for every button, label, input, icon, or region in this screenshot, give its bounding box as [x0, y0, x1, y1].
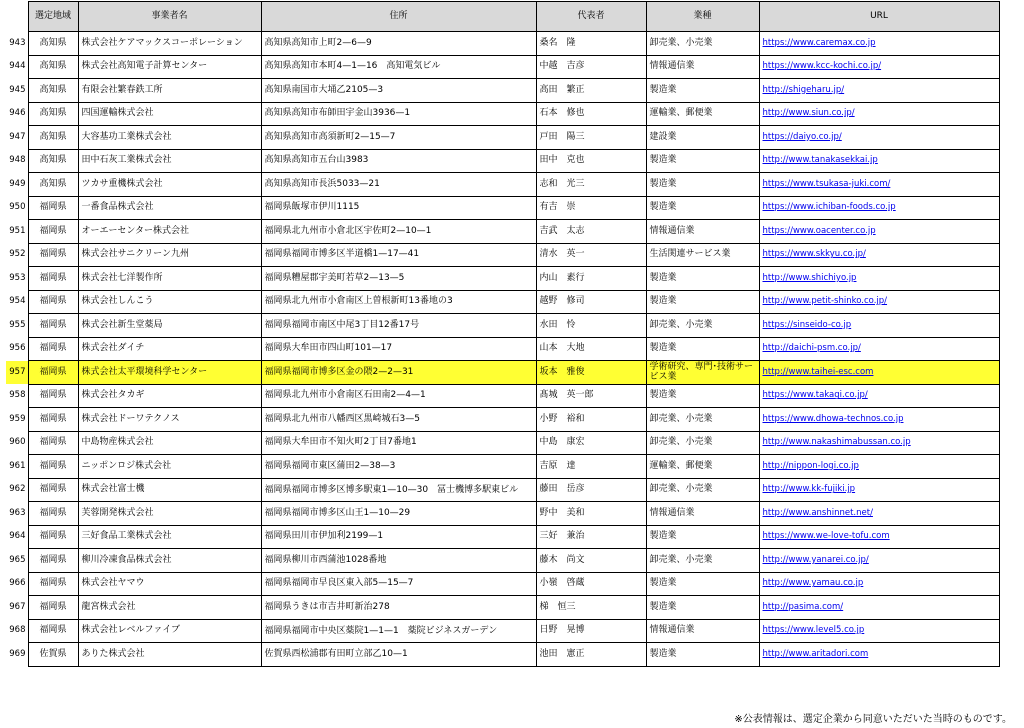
company-name-cell: 芙蓉開発株式会社 — [78, 502, 261, 526]
address-cell: 福岡県田川市伊加利2199—1 — [261, 525, 536, 549]
company-name-cell: 株式会社ヤマウ — [78, 572, 261, 596]
region-cell: 福岡県 — [28, 502, 78, 526]
region-cell: 高知県 — [28, 173, 78, 197]
representative-cell: 小野 裕和 — [536, 408, 646, 432]
table-row — [6, 619, 999, 643]
representative-cell: 日野 晃博 — [536, 619, 646, 643]
address-cell: 福岡県福岡市早良区東入部5—15—7 — [261, 572, 536, 596]
address-cell: 福岡県飯塚市伊川1115 — [261, 196, 536, 220]
industry-cell: 製造業 — [646, 525, 759, 549]
url-link[interactable]: http://shigeharu.jp/ — [759, 79, 999, 103]
representative-cell: 高田 繁正 — [536, 79, 646, 103]
company-header: 事業者名 — [78, 2, 261, 32]
region-cell: 福岡県 — [28, 408, 78, 432]
company-name-cell: 株式会社ドーワテクノス — [78, 408, 261, 432]
industry-cell: 製造業 — [646, 643, 759, 667]
address-cell: 福岡県柳川市西蒲池1028番地 — [261, 549, 536, 573]
url-link[interactable]: https://daiyo.co.jp/ — [759, 126, 999, 150]
industry-cell: 卸売業、小売業 — [646, 314, 759, 338]
representative-cell: 戸田 陽三 — [536, 126, 646, 150]
company-name-cell: 有限会社繁春鉄工所 — [78, 79, 261, 103]
row-number: 958 — [9, 390, 26, 401]
company-name-cell: 株式会社ダイチ — [78, 337, 261, 361]
url-header: URL — [759, 2, 999, 32]
row-number: 955 — [9, 319, 26, 330]
company-table — [6, 1, 1000, 667]
table-row — [6, 243, 999, 267]
table-row — [6, 32, 999, 56]
company-name-cell: オーエーセンター株式会社 — [78, 220, 261, 244]
row-number: 969 — [9, 648, 26, 659]
company-name-cell: 田中石灰工業株式会社 — [78, 149, 261, 173]
row-number: 953 — [9, 272, 26, 283]
representative-cell: 吉武 太志 — [536, 220, 646, 244]
industry-cell: 情報通信業 — [646, 502, 759, 526]
region-cell: 高知県 — [28, 149, 78, 173]
row-number: 967 — [9, 601, 26, 612]
url-link[interactable]: http://www.taihei-esc.com — [759, 361, 999, 385]
table-row — [6, 79, 999, 103]
url-link[interactable]: https://www.kcc-kochi.co.jp/ — [759, 55, 999, 79]
representative-header: 代表者 — [536, 2, 646, 32]
row-number: 947 — [9, 131, 26, 142]
representative-cell: 池田 憲正 — [536, 643, 646, 667]
industry-cell: 情報通信業 — [646, 220, 759, 244]
row-number: 957 — [6, 361, 28, 385]
region-cell: 高知県 — [28, 79, 78, 103]
url-link[interactable]: http://www.shichiyo.jp — [759, 267, 999, 291]
representative-cell: 山本 大地 — [536, 337, 646, 361]
region-cell: 福岡県 — [28, 267, 78, 291]
url-link[interactable]: https://www.tsukasa-juki.com/ — [759, 173, 999, 197]
address-cell: 福岡県福岡市中央区薬院1—1—1 薬院ビジネスガーデン — [261, 619, 536, 643]
region-header: 選定地域 — [28, 2, 78, 32]
address-cell: 福岡県うきは市吉井町新治278 — [261, 596, 536, 620]
table-row — [6, 220, 999, 244]
table-row — [6, 314, 999, 338]
row-number: 944 — [9, 61, 26, 72]
address-cell: 福岡県福岡市南区中尾3丁目12番17号 — [261, 314, 536, 338]
company-name-cell: 株式会社しんこう — [78, 290, 261, 314]
industry-cell: 製造業 — [646, 149, 759, 173]
region-cell: 福岡県 — [28, 314, 78, 338]
region-cell: 福岡県 — [28, 337, 78, 361]
address-cell: 福岡県北九州市小倉南区石田南2—4—1 — [261, 384, 536, 408]
company-name-cell: 株式会社太平環境科学センター — [78, 361, 261, 385]
address-cell: 高知県南国市大埇乙2105—3 — [261, 79, 536, 103]
company-name-cell: 中島物産株式会社 — [78, 431, 261, 455]
url-link[interactable]: https://www.level5.co.jp — [759, 619, 999, 643]
table-row — [6, 572, 999, 596]
row-number: 945 — [9, 84, 26, 95]
row-number: 961 — [9, 460, 26, 471]
table-row — [6, 55, 999, 79]
region-cell: 福岡県 — [28, 361, 78, 385]
address-cell: 高知県高知市高須新町2—15—7 — [261, 126, 536, 150]
url-link[interactable]: http://www.siun.co.jp/ — [759, 102, 999, 126]
url-link[interactable]: http://www.kk-fujiki.jp — [759, 478, 999, 502]
row-number: 963 — [9, 507, 26, 518]
region-cell: 福岡県 — [28, 525, 78, 549]
representative-cell: 有吉 崇 — [536, 196, 646, 220]
table-row — [6, 149, 999, 173]
representative-cell: 吉原 達 — [536, 455, 646, 479]
representative-cell: 藤田 岳彦 — [536, 478, 646, 502]
row-number: 959 — [9, 413, 26, 424]
industry-cell: 製造業 — [646, 196, 759, 220]
representative-cell: 野中 美和 — [536, 502, 646, 526]
industry-cell: 卸売業、小売業 — [646, 549, 759, 573]
industry-cell: 情報通信業 — [646, 619, 759, 643]
url-link[interactable]: http://daichi-psm.co.jp/ — [759, 337, 999, 361]
representative-cell: 坂本 雅俊 — [536, 361, 646, 385]
url-link[interactable]: http://www.aritadori.com — [759, 643, 999, 667]
region-cell: 福岡県 — [28, 478, 78, 502]
address-cell: 福岡県福岡市博多区山王1—10—29 — [261, 502, 536, 526]
company-name-cell: 株式会社サニクリーン九州 — [78, 243, 261, 267]
address-cell: 福岡県北九州市小倉北区宇佐町2—10—1 — [261, 220, 536, 244]
row-number: 962 — [9, 484, 26, 495]
industry-cell: 製造業 — [646, 267, 759, 291]
row-number: 950 — [9, 202, 26, 213]
table-row — [6, 361, 999, 385]
company-name-cell: 一番食品株式会社 — [78, 196, 261, 220]
row-number-header — [6, 2, 28, 32]
address-cell: 福岡県大牟田市不知火町2丁目7番地1 — [261, 431, 536, 455]
industry-cell: 生活関連サービス業 — [646, 243, 759, 267]
table-row — [6, 408, 999, 432]
address-cell: 高知県高知市布師田宇金山3936—1 — [261, 102, 536, 126]
url-link[interactable]: https://www.ichiban-foods.co.jp — [759, 196, 999, 220]
table-row — [6, 643, 999, 667]
row-number: 968 — [9, 625, 26, 636]
region-cell: 福岡県 — [28, 596, 78, 620]
region-cell: 佐賀県 — [28, 643, 78, 667]
region-cell: 福岡県 — [28, 384, 78, 408]
industry-cell: 運輸業、郵便業 — [646, 455, 759, 479]
company-name-cell: 株式会社タカギ — [78, 384, 261, 408]
row-number: 946 — [9, 108, 26, 119]
table-row — [6, 549, 999, 573]
footnote: ※公表情報は、選定企業から同意いただいた当時のものです。 — [734, 714, 1012, 725]
region-cell: 高知県 — [28, 55, 78, 79]
row-number: 954 — [9, 296, 26, 307]
company-name-cell: 株式会社新生堂薬局 — [78, 314, 261, 338]
row-number: 965 — [9, 554, 26, 565]
row-number: 956 — [9, 343, 26, 354]
table-row — [6, 596, 999, 620]
company-name-cell: 柳川冷凍食品株式会社 — [78, 549, 261, 573]
address-cell: 福岡県福岡市博多区半道橋1—17—41 — [261, 243, 536, 267]
industry-cell: 製造業 — [646, 290, 759, 314]
url-link[interactable]: https://sinseido-co.jp — [759, 314, 999, 338]
representative-cell: 藤木 尚文 — [536, 549, 646, 573]
url-link[interactable]: http://nippon-logi.co.jp — [759, 455, 999, 479]
industry-cell: 製造業 — [646, 572, 759, 596]
table-row — [6, 267, 999, 291]
address-cell: 福岡県大牟田市四山町101—17 — [261, 337, 536, 361]
url-link[interactable]: https://www.takagi.co.jp/ — [759, 384, 999, 408]
region-cell: 福岡県 — [28, 572, 78, 596]
region-cell: 高知県 — [28, 126, 78, 150]
address-cell: 福岡県糟屋郡宇美町若草2—13—5 — [261, 267, 536, 291]
table-header-row — [6, 2, 999, 32]
url-link[interactable]: https://www.skkyu.co.jp/ — [759, 243, 999, 267]
representative-cell: 三好 兼治 — [536, 525, 646, 549]
company-name-cell: 株式会社高知電子計算センター — [78, 55, 261, 79]
region-cell: 福岡県 — [28, 243, 78, 267]
representative-cell: 志和 光三 — [536, 173, 646, 197]
company-name-cell: 大容基功工業株式会社 — [78, 126, 261, 150]
table-row — [6, 431, 999, 455]
url-link[interactable]: http://pasima.com/ — [759, 596, 999, 620]
company-name-cell: 株式会社ケアマックスコーポレーション — [78, 32, 261, 56]
url-link[interactable]: http://www.yamau.co.jp — [759, 572, 999, 596]
address-cell: 高知県高知市長浜5033—21 — [261, 173, 536, 197]
industry-header: 業種 — [646, 2, 759, 32]
industry-cell: 製造業 — [646, 79, 759, 103]
table-row — [6, 455, 999, 479]
company-name-cell: 四国運輸株式会社 — [78, 102, 261, 126]
url-link[interactable]: https://www.we-love-tofu.com — [759, 525, 999, 549]
representative-cell: 石本 修也 — [536, 102, 646, 126]
industry-cell: 製造業 — [646, 596, 759, 620]
company-name-cell: 株式会社レベルファイブ — [78, 619, 261, 643]
address-cell: 佐賀県西松浦郡有田町立部乙10—1 — [261, 643, 536, 667]
industry-cell: 建設業 — [646, 126, 759, 150]
company-name-cell: 龍宮株式会社 — [78, 596, 261, 620]
row-number: 952 — [9, 249, 26, 260]
address-cell: 福岡県福岡市博多区博多駅東1—10—30 冨士機博多駅東ビル — [261, 478, 536, 502]
industry-cell: 情報通信業 — [646, 55, 759, 79]
region-cell: 高知県 — [28, 102, 78, 126]
industry-cell: 製造業 — [646, 384, 759, 408]
industry-cell: 卸売業、小売業 — [646, 478, 759, 502]
company-name-cell: 株式会社七洋製作所 — [78, 267, 261, 291]
representative-cell: 髙城 英一郎 — [536, 384, 646, 408]
company-name-cell: 株式会社富士機 — [78, 478, 261, 502]
region-cell: 高知県 — [28, 32, 78, 56]
table-row — [6, 126, 999, 150]
row-number: 964 — [9, 531, 26, 542]
address-cell: 高知県高知市本町4—1—16 高知電気ビル — [261, 55, 536, 79]
table-row — [6, 102, 999, 126]
url-link[interactable]: https://www.caremax.co.jp — [759, 32, 999, 56]
company-name-cell: 三好食品工業株式会社 — [78, 525, 261, 549]
representative-cell: 内山 素行 — [536, 267, 646, 291]
company-name-cell: ツカサ重機株式会社 — [78, 173, 261, 197]
address-cell: 福岡県北九州市八幡西区黒崎城石3—5 — [261, 408, 536, 432]
table-row — [6, 196, 999, 220]
industry-cell: 学術研究、専門･技術サービス業 — [646, 361, 759, 385]
industry-cell: 卸売業、小売業 — [646, 32, 759, 56]
table-row — [6, 384, 999, 408]
industry-cell: 運輸業、郵便業 — [646, 102, 759, 126]
url-link[interactable]: http://www.petit-shinko.co.jp/ — [759, 290, 999, 314]
row-number: 949 — [9, 178, 26, 189]
representative-cell: 梯 恒三 — [536, 596, 646, 620]
region-cell: 福岡県 — [28, 619, 78, 643]
industry-cell: 製造業 — [646, 173, 759, 197]
row-number: 966 — [9, 578, 26, 589]
region-cell: 福岡県 — [28, 455, 78, 479]
representative-cell: 小嶺 啓蔵 — [536, 572, 646, 596]
address-cell: 福岡県福岡市博多区金の隈2—2—31 — [261, 361, 536, 385]
address-cell: 高知県高知市五台山3983 — [261, 149, 536, 173]
url-link[interactable]: http://www.yanarei.co.jp/ — [759, 549, 999, 573]
row-number: 943 — [9, 37, 26, 48]
table-row — [6, 173, 999, 197]
representative-cell: 中島 康宏 — [536, 431, 646, 455]
representative-cell: 清水 英一 — [536, 243, 646, 267]
row-number: 948 — [9, 155, 26, 166]
region-cell: 福岡県 — [28, 431, 78, 455]
industry-cell: 卸売業、小売業 — [646, 431, 759, 455]
region-cell: 福岡県 — [28, 549, 78, 573]
representative-cell: 桑名 隆 — [536, 32, 646, 56]
url-link[interactable]: https://www.oacenter.co.jp — [759, 220, 999, 244]
row-number: 960 — [9, 437, 26, 448]
representative-cell: 越野 修司 — [536, 290, 646, 314]
company-name-cell: ありた株式会社 — [78, 643, 261, 667]
url-link[interactable]: http://www.anshinnet.net/ — [759, 502, 999, 526]
address-header: 住所 — [261, 2, 536, 32]
address-cell: 高知県高知市上町2—6—9 — [261, 32, 536, 56]
table-row — [6, 337, 999, 361]
region-cell: 福岡県 — [28, 290, 78, 314]
row-number: 951 — [9, 225, 26, 236]
table-row — [6, 478, 999, 502]
address-cell: 福岡県北九州市小倉南区上曽根新町13番地の3 — [261, 290, 536, 314]
url-link[interactable]: https://www.dhowa-technos.co.jp — [759, 408, 999, 432]
company-name-cell: ニッポンロジ株式会社 — [78, 455, 261, 479]
representative-cell: 田中 克也 — [536, 149, 646, 173]
url-link[interactable]: http://www.tanakasekkai.jp — [759, 149, 999, 173]
region-cell: 福岡県 — [28, 196, 78, 220]
table-row — [6, 502, 999, 526]
table-row — [6, 525, 999, 549]
representative-cell: 水田 怜 — [536, 314, 646, 338]
industry-cell: 製造業 — [646, 337, 759, 361]
representative-cell: 中越 吉彦 — [536, 55, 646, 79]
table-row — [6, 290, 999, 314]
industry-cell: 卸売業、小売業 — [646, 408, 759, 432]
address-cell: 福岡県福岡市東区蒲田2—38—3 — [261, 455, 536, 479]
region-cell: 福岡県 — [28, 220, 78, 244]
url-link[interactable]: http://www.nakashimabussan.co.jp — [759, 431, 999, 455]
